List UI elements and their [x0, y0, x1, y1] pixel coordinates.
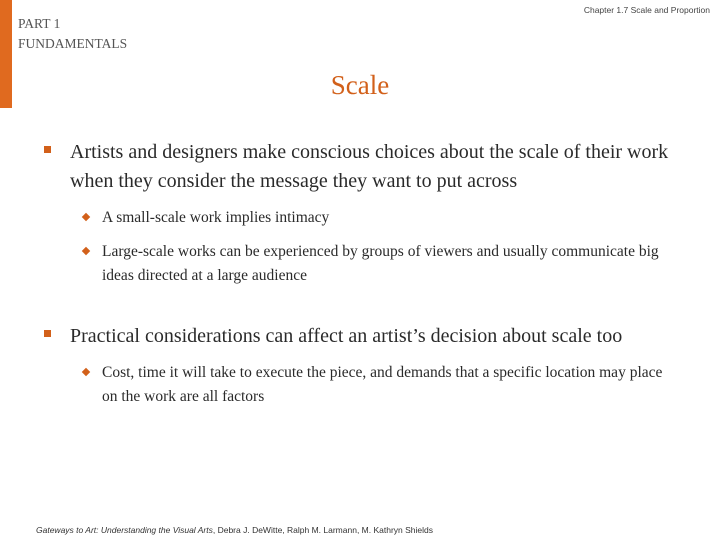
sub-bullet-item	[40, 240, 680, 288]
sub-bullet-text: Large-scale works can be experienced by groups of viewers and usually communicate big ideas directed at a large audience	[102, 243, 659, 284]
footer-book-title: Gateways to Art: Understanding the Visual Arts	[36, 525, 213, 535]
slide-content	[40, 138, 680, 419]
diamond-bullet-icon	[82, 247, 90, 255]
bullet-item	[40, 138, 680, 196]
diamond-bullet-icon	[82, 368, 90, 376]
bullet-item	[40, 322, 680, 351]
part-number: PART 1	[18, 16, 61, 31]
sub-bullet-item	[40, 206, 680, 230]
square-bullet-icon	[44, 330, 51, 337]
part-label	[18, 14, 127, 54]
bullet-text: Artists and designers make conscious choices about the scale of their work when they consider the message they want to put across	[70, 141, 669, 192]
sub-bullet-list	[40, 206, 680, 288]
footer-citation	[36, 525, 433, 535]
part-name: FUNDAMENTALS	[18, 36, 128, 51]
sub-bullet-item	[40, 361, 680, 409]
slide-title: Scale	[330, 70, 390, 100]
sub-bullet-list	[40, 361, 680, 409]
footer-authors: , Debra J. DeWitte, Ralph M. Larmann, M. Kathryn Shields	[212, 525, 434, 535]
diamond-bullet-icon	[82, 213, 90, 221]
sub-bullet-text: Cost, time it will take to execute the piece, and demands that a specific location may place on the work are all factors	[102, 364, 663, 405]
chapter-label: Chapter 1.7 Scale and Proportion	[583, 5, 710, 15]
square-bullet-icon	[44, 146, 51, 153]
sub-bullet-text: A small-scale work implies intimacy	[102, 209, 330, 226]
bullet-text: Practical considerations can affect an artist’s decision about scale too	[70, 325, 623, 347]
